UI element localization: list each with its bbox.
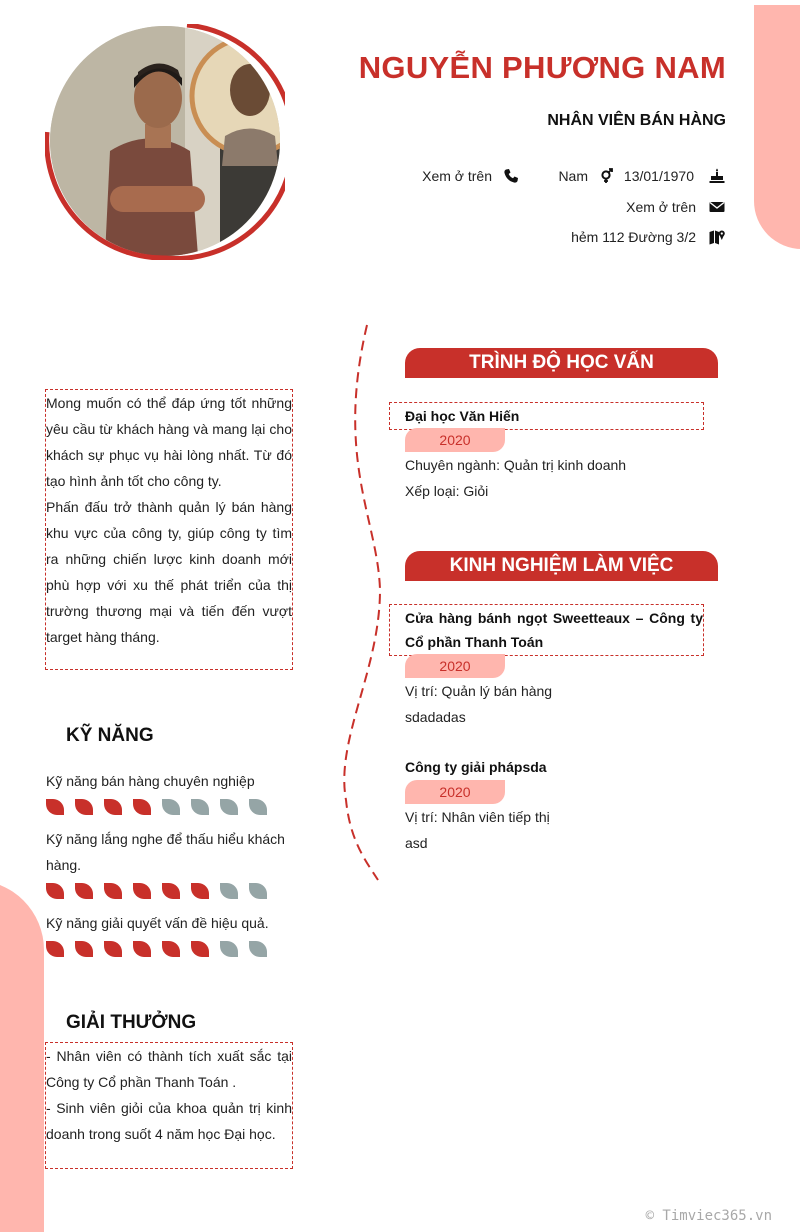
contact-address <box>571 229 726 245</box>
contact-gender-value: Nam <box>558 168 588 184</box>
experience-heading: KINH NGHIỆM LÀM VIỆC <box>405 551 718 581</box>
skill-leaf-filled <box>75 799 93 815</box>
objective-paragraph-1: Mong muốn có thể đáp ứng tốt những yêu cầu từ khách hàng và mang lại cho khách sự phục vụ hài lòng nhất. Từ đó tạo hình ảnh tốt cho công ty. <box>46 395 292 489</box>
experience-year: 2020 <box>405 654 505 678</box>
experience-company: Cửa hàng bánh ngọt Sweetteaux – Công ty Cổ phần Thanh Toán <box>389 604 704 656</box>
decor-shape-top-right <box>754 5 800 249</box>
skill-leaf-filled <box>191 883 209 899</box>
contact-phone-value: Xem ở trên <box>422 168 492 184</box>
experience-description: sdadadas <box>405 709 466 725</box>
skill-leaf-filled <box>191 941 209 957</box>
contact-email <box>626 199 726 215</box>
experience-company: Công ty giải phápsda <box>405 759 547 775</box>
skill-leaf-filled <box>133 883 151 899</box>
skill-leaf-empty <box>191 799 209 815</box>
skill-rating <box>46 941 267 957</box>
avatar-arc-decoration <box>45 24 285 260</box>
education-major: Chuyên ngành: Quản trị kinh doanh <box>405 457 627 473</box>
footer-watermark: © Timviec365.vn <box>645 1208 772 1224</box>
skill-leaf-empty <box>249 941 267 957</box>
phone-icon <box>502 168 520 184</box>
awards-heading: GIẢI THƯỞNG <box>66 1012 197 1033</box>
education-school: Đại học Văn Hiến <box>389 402 704 430</box>
skill-leaf-empty <box>249 799 267 815</box>
cake-icon <box>708 168 726 184</box>
skill-leaf-filled <box>46 883 64 899</box>
award-line-2: - Sinh viên giỏi của khoa quản trị kinh doanh trong suốt 4 năm học Đại học. <box>46 1100 292 1142</box>
skill-leaf-empty <box>220 799 238 815</box>
skill-leaf-filled <box>104 941 122 957</box>
skill-leaf-filled <box>162 883 180 899</box>
job-title: NHÂN VIÊN BÁN HÀNG <box>547 112 726 129</box>
contact-gender <box>558 168 616 184</box>
skill-leaf-filled <box>75 941 93 957</box>
contact-birthday-value: 13/01/1970 <box>623 168 694 184</box>
skill-leaf-empty <box>220 883 238 899</box>
skill-leaf-filled <box>133 941 151 957</box>
skill-rating <box>46 883 267 899</box>
award-line-1: - Nhân viên có thành tích xuất sắc tại Công ty Cổ phần Thanh Toán . <box>46 1048 292 1090</box>
decor-shape-bottom-left <box>0 880 44 1232</box>
contact-birthday <box>624 168 726 184</box>
experience-description: asd <box>405 835 428 851</box>
contact-email-value: Xem ở trên <box>626 199 696 215</box>
skill-leaf-empty <box>162 799 180 815</box>
avatar-frame <box>45 24 285 260</box>
gender-icon <box>598 168 616 184</box>
education-year: 2020 <box>405 428 505 452</box>
objective-paragraph-2: Phấn đấu trở thành quản lý bán hàng khu vực của công ty, giúp công ty tìm ra những chiến lược kinh doanh mới phù hợp với xu thế phát triển của thị trường thương mại và tiến đến vượt target hàng tháng. <box>46 499 292 645</box>
map-icon <box>708 229 726 245</box>
awards-box <box>45 1042 293 1169</box>
skill-rating <box>46 799 267 815</box>
experience-year: 2020 <box>405 780 505 804</box>
candidate-name: NGUYỄN PHƯƠNG NAM <box>358 50 726 85</box>
skill-leaf-filled <box>46 941 64 957</box>
skill-leaf-filled <box>75 883 93 899</box>
skill-leaf-filled <box>46 799 64 815</box>
contact-address-value: hẻm 112 Đường 3/2 <box>571 229 696 245</box>
career-objective-box <box>45 389 293 670</box>
contact-phone <box>422 168 520 184</box>
skill-leaf-filled <box>133 799 151 815</box>
skill-leaf-filled <box>162 941 180 957</box>
education-rank: Xếp loại: Giỏi <box>405 483 489 499</box>
skill-leaf-empty <box>249 883 267 899</box>
skill-name: Kỹ năng bán hàng chuyên nghiệp <box>46 773 255 789</box>
skill-name: Kỹ năng giải quyết vấn đề hiệu quả. <box>46 915 269 931</box>
skill-leaf-empty <box>220 941 238 957</box>
skill-leaf-filled <box>104 883 122 899</box>
experience-position: Vị trí: Quản lý bán hàng <box>405 683 553 699</box>
education-heading: TRÌNH ĐỘ HỌC VẤN <box>405 348 718 378</box>
skill-leaf-filled <box>104 799 122 815</box>
experience-position: Vị trí: Nhân viên tiếp thị <box>405 809 550 825</box>
skill-name: Kỹ năng lắng nghe để thấu hiểu khách hàng. <box>46 831 285 873</box>
envelope-icon <box>708 199 726 215</box>
skills-heading: KỸ NĂNG <box>66 725 154 746</box>
